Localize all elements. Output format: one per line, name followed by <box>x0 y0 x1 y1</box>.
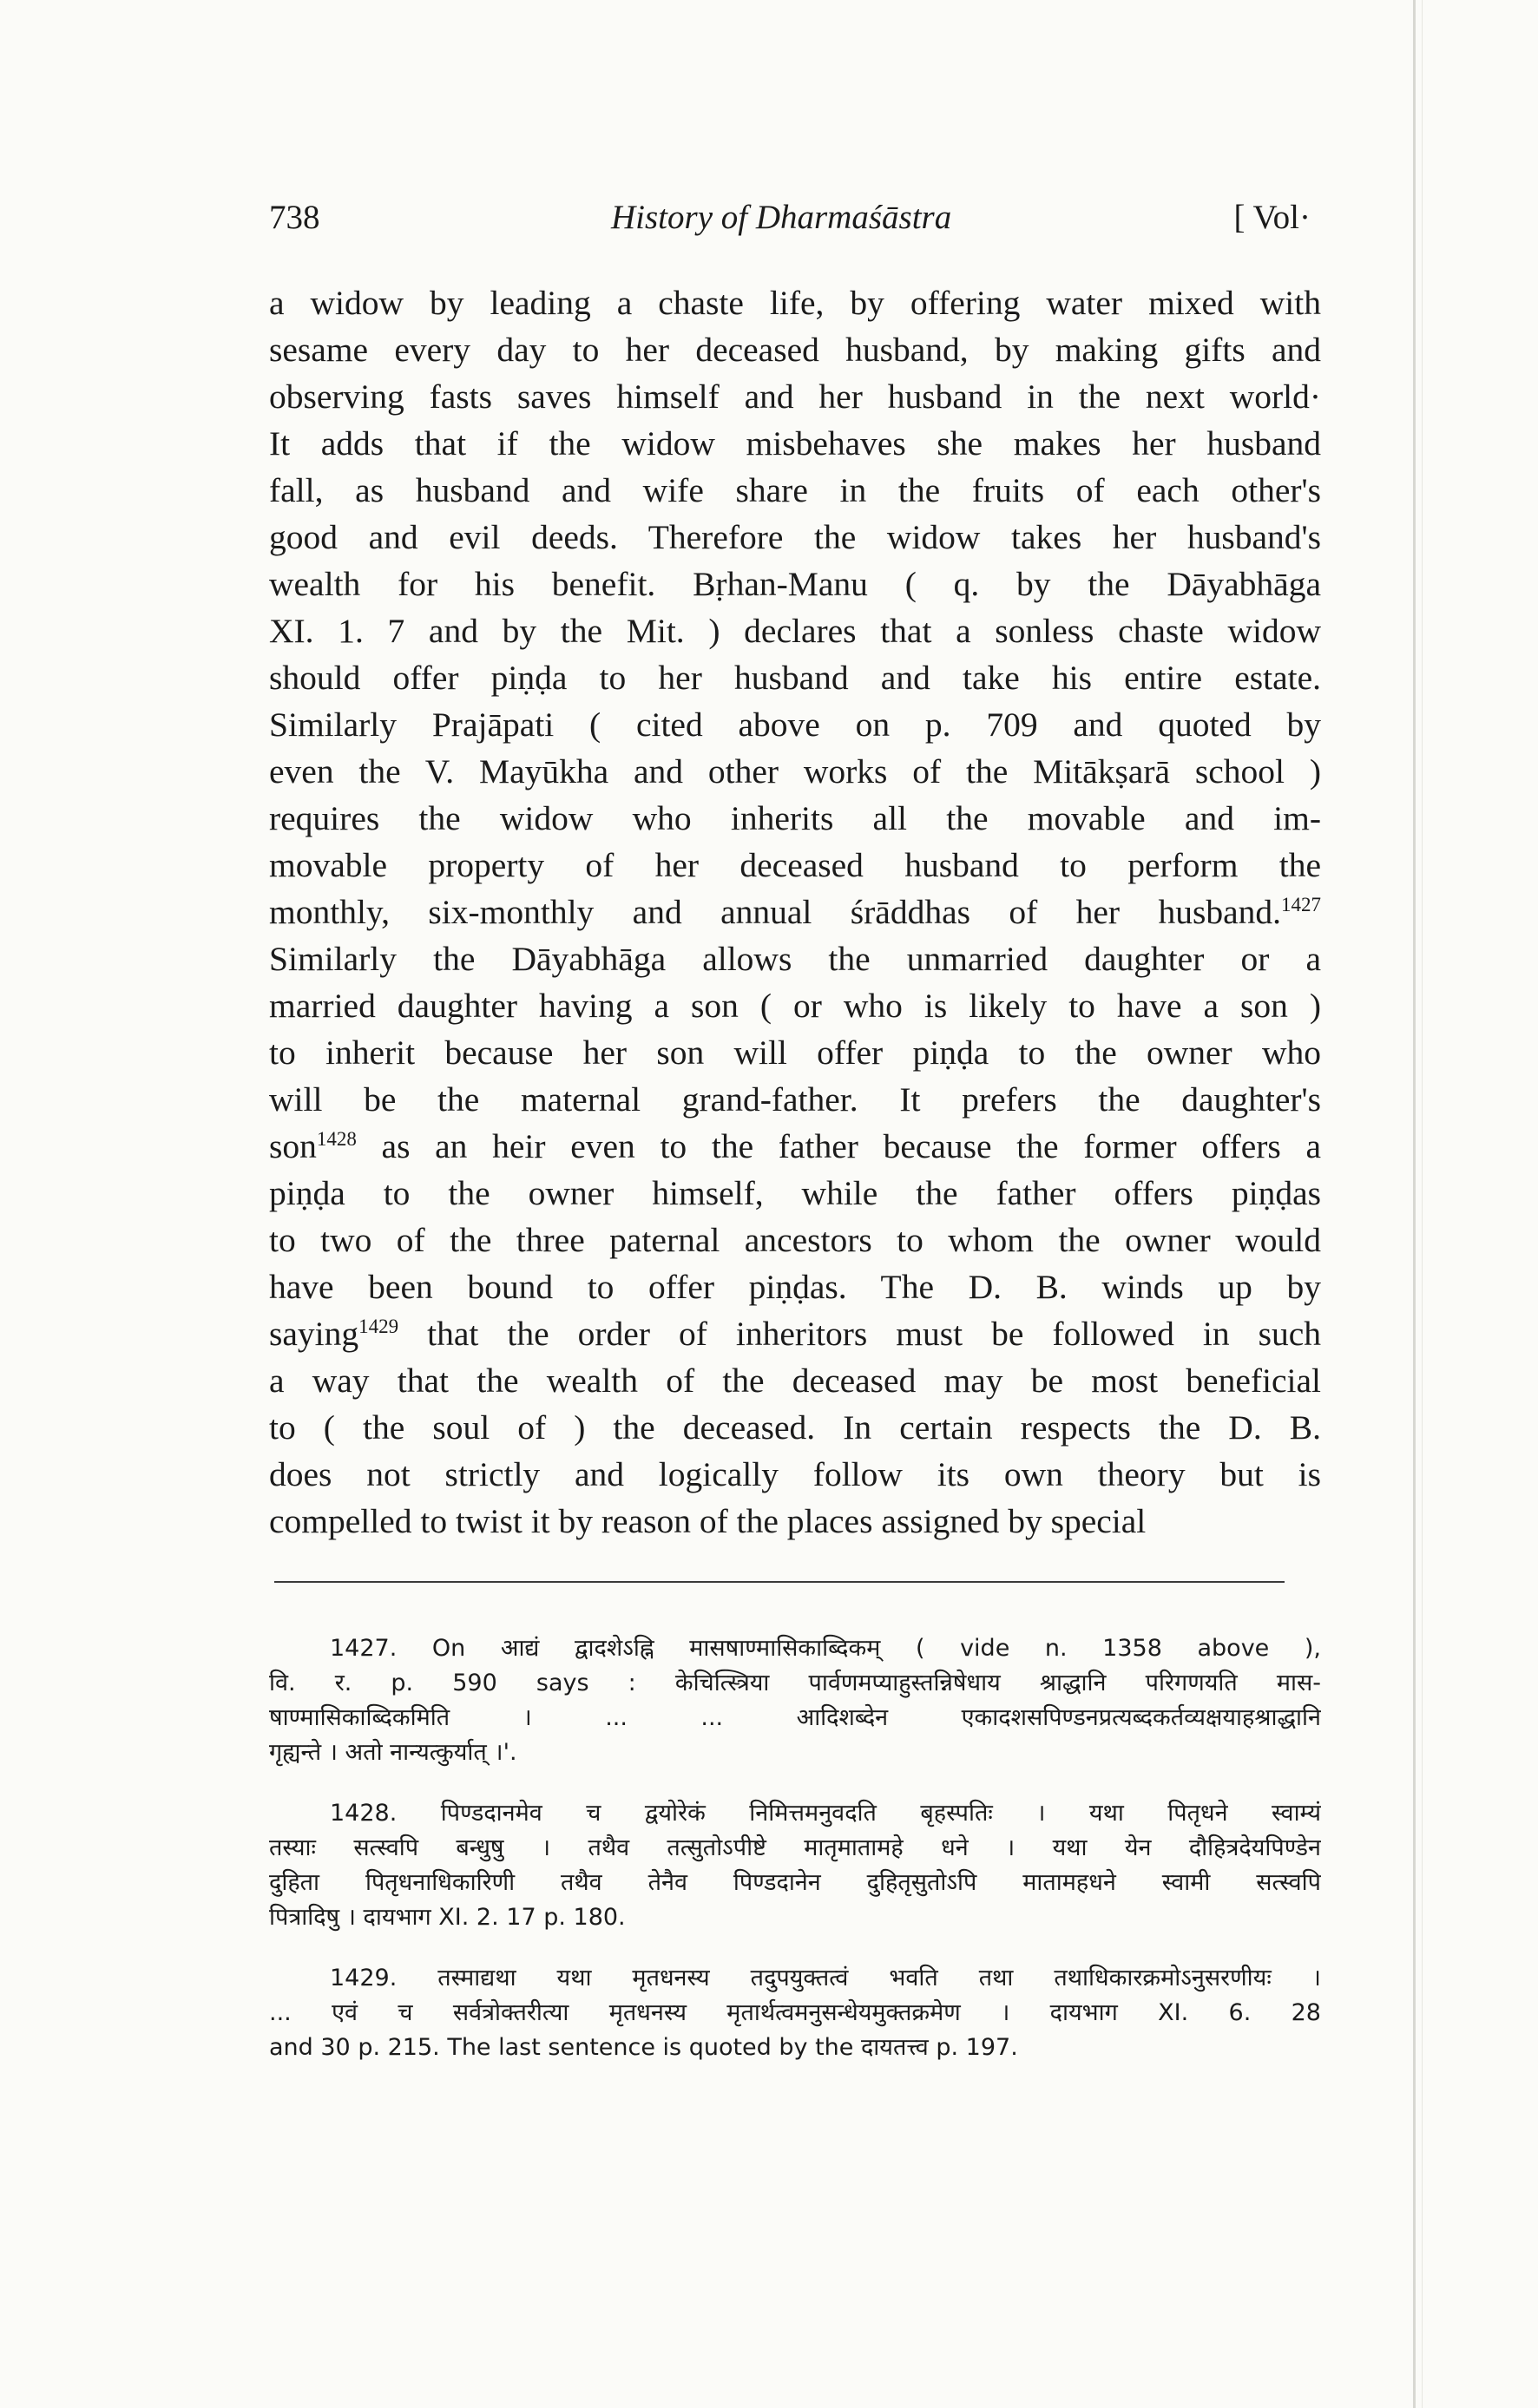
footnote-line: ... एवं च सर्वत्रोक्तरीत्या मृतधनस्य मृतार्थत्वमनुसन्धेयमुक्तक्रमेण । दायभाग XI. 6. 28 <box>269 1999 1321 2026</box>
body-line: will be the maternal grand-father. It prefers the daughter's <box>269 1080 1321 1119</box>
footnote-ref-1429[interactable]: 1429 <box>358 1316 399 1337</box>
body-line: to two of the three paternal ancestors to whom the owner would <box>269 1221 1321 1259</box>
body-line: have been bound to offer piṇḍas. The D. B. winds up by <box>269 1268 1321 1306</box>
page-edge-line-inner <box>1422 0 1423 2408</box>
body-line: sesame every day to her deceased husband, by making gifts and <box>269 331 1321 369</box>
footnote-ref-1428[interactable]: 1428 <box>316 1128 357 1150</box>
footnote-line: 1428. पिण्डदानमेव च द्वयोरेकं निमित्तमनुवदति बृहस्पतिः । यथा पितृधने स्वाम्यं <box>330 1800 1321 1827</box>
body-line-text: monthly, six-monthly and annual śrāddhas of her husband. <box>269 893 1281 931</box>
body-line-prefix: saying <box>269 1315 359 1353</box>
footnote-line: and 30 p. 215. The last sentence is quoted by the दायतत्त्व p. 197. <box>269 2034 1018 2061</box>
body-line: to inherit because her son will offer piṇḍa to the owner who <box>269 1033 1321 1072</box>
body-line: XI. 1. 7 and by the Mit. ) declares that a sonless chaste widow <box>269 612 1321 650</box>
body-line: It adds that if the widow misbehaves she makes her husband <box>269 424 1321 463</box>
body-line-with-footnote-ref <box>269 889 1321 935</box>
footnote-ref-1427[interactable]: 1427 <box>1281 894 1321 915</box>
body-line-with-footnote-ref <box>269 1310 1321 1357</box>
body-line: even the V. Mayūkha and other works of the Mitākṣarā school ) <box>269 752 1321 791</box>
footnote-line: दुहिता पितृधनाधिकारिणी तथैव तेनैव पिण्डदानेन दुहितृसुतोऽपि मातामहधने स्वामी सत्स्वपि <box>269 1869 1321 1896</box>
body-line: married daughter having a son ( or who is likely to have a son ) <box>269 987 1321 1025</box>
footnote-rule <box>274 1581 1285 1583</box>
body-line: fall, as husband and wife share in the fruits of each other's <box>269 471 1321 509</box>
body-line: a widow by leading a chaste life, by offering water mixed with <box>269 284 1321 322</box>
body-line: wealth for his benefit. Bṛhan-Manu ( q. by the Dāyabhāga <box>269 565 1321 603</box>
body-line: Similarly the Dāyabhāga allows the unmarried daughter or a <box>269 940 1321 978</box>
body-line-text: as an heir even to the father because the former offers a <box>356 1127 1321 1165</box>
body-line-prefix: son <box>269 1127 317 1165</box>
body-line: a way that the wealth of the deceased may be most beneficial <box>269 1361 1321 1400</box>
body-line: compelled to twist it by reason of the places assigned by special <box>269 1502 1147 1540</box>
body-line: requires the widow who inherits all the movable and im- <box>269 799 1321 837</box>
body-line: Similarly Prajāpati ( cited above on p. 709 and quoted by <box>269 705 1321 744</box>
body-line-with-footnote-ref <box>269 1123 1321 1170</box>
body-line: should offer piṇḍa to her husband and take his entire estate. <box>269 659 1321 697</box>
footnote-line: षाण्मासिकाब्दिकमिति । ... ... आदिशब्देन एकादशसपिण्डनप्रत्यब्दकर्तव्यक्षयाहश्राद्धानि <box>269 1704 1321 1731</box>
footnote-1428 <box>269 1796 1321 1935</box>
body-line: good and evil deeds. Therefore the widow takes her husband's <box>269 518 1321 556</box>
footnote-1429 <box>269 1961 1321 2065</box>
body-line: piṇḍa to the owner himself, while the father offers piṇḍas <box>269 1174 1321 1212</box>
body-line: to ( the soul of ) the deceased. In certain respects the D. B. <box>269 1408 1321 1447</box>
body-line: observing fasts saves himself and her husband in the next world· <box>269 377 1321 416</box>
footnote-line: 1427. On आद्यं द्वादशेऽह्नि मासषाण्मासिकाब्दिकम् ( vide n. 1358 above ), <box>330 1635 1321 1662</box>
footnote-1427 <box>269 1631 1321 1770</box>
footnote-line: पित्रादिषु । दायभाग XI. 2. 17 p. 180. <box>269 1904 626 1931</box>
page-number: 738 <box>269 199 320 236</box>
body-line: movable property of her deceased husband to perform the <box>269 846 1321 884</box>
page-header <box>269 198 1311 250</box>
body-line-text: that the order of inheritors must be followed in such <box>398 1315 1321 1353</box>
footnote-line: गृह्यन्ते । अतो नान्यत्कुर्यात् ।'. <box>269 1739 517 1766</box>
footnotes <box>269 1631 1321 2065</box>
running-title: History of Dharmaśāstra <box>611 199 952 236</box>
body-text <box>269 279 1321 1545</box>
footnote-line: 1429. तस्माद्यथा यथा मृतधनस्य तदुपयुक्तत्वं भवति तथा तथाधिकारक्रमोऽनुसरणीयः । <box>330 1965 1321 1991</box>
volume-label: [ Vol· <box>1233 199 1311 236</box>
footnote-line: वि. र. p. 590 says : केचित्स्त्रिया पार्वणमप्याहुस्तन्निषेधाय श्राद्धानि परिगणयति मास- <box>269 1670 1321 1696</box>
body-line: does not strictly and logically follow its own theory but is <box>269 1455 1321 1493</box>
footnote-line: तस्याः सत्स्वपि बन्धुषु । तथैव तत्सुतोऽपीष्टे मातृमातामहे धने । यथा येन दौहित्रदेयपिण्डेन <box>269 1834 1321 1861</box>
page-edge-line <box>1413 0 1416 2408</box>
